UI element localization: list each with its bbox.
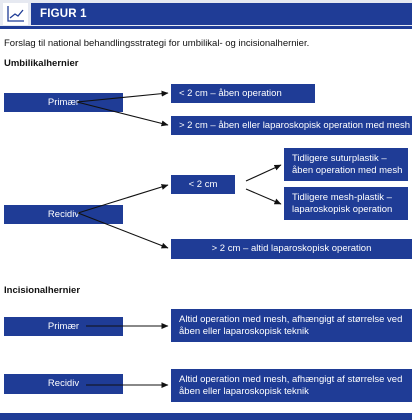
footer-rule	[0, 413, 412, 420]
incisional-recurrence-label: Recidiv	[47, 378, 80, 390]
arrow-recurrence-to-small	[78, 185, 168, 213]
incisional-heading: Incisionalhernier	[4, 285, 81, 296]
arrow-small-to-suture	[246, 165, 281, 181]
arrow-primary-to-small	[77, 93, 168, 102]
figure-caption: Forslag til national behandlingsstrategi for umbilikal- og incisionalhernier.	[4, 38, 310, 49]
arrow-recurrence-to-large	[78, 213, 168, 248]
umbilical-recurrence-large-label: > 2 cm – altid laparoskopisk operation	[211, 243, 372, 255]
incisional-primary-result-label: Altid operation med mesh, afhængigt af størrelse ved åben eller laparoskopisk teknik	[179, 314, 403, 337]
figure-title: FIGUR 1	[31, 3, 412, 25]
umbilical-primary-small-label: < 2 cm – åben operation	[179, 87, 282, 99]
previous-mesh-label: Tidligere mesh-plastik – laparoskopisk operation	[292, 192, 393, 215]
umbilical-primary-label: Primær	[47, 96, 80, 108]
incisional-recurrence-result-label: Altid operation med mesh, afhængigt af størrelse ved åben eller laparoskopisk teknik	[179, 374, 403, 397]
incisional-primary-label: Primær	[47, 320, 80, 332]
umbilical-recurrence-label: Recidiv	[47, 208, 80, 220]
arrow-small-to-mesh	[246, 189, 281, 204]
previous-suture-label: Tidligere suturplastik – åben operation med mesh	[292, 153, 403, 176]
umbilical-heading: Umbilikalhernier	[4, 58, 79, 69]
umbilical-recurrence-small-label: < 2 cm	[188, 178, 218, 190]
umbilical-primary-large-label: > 2 cm – åben eller laparoskopisk operation med mesh	[179, 119, 411, 131]
arrow-primary-to-large	[77, 102, 168, 125]
